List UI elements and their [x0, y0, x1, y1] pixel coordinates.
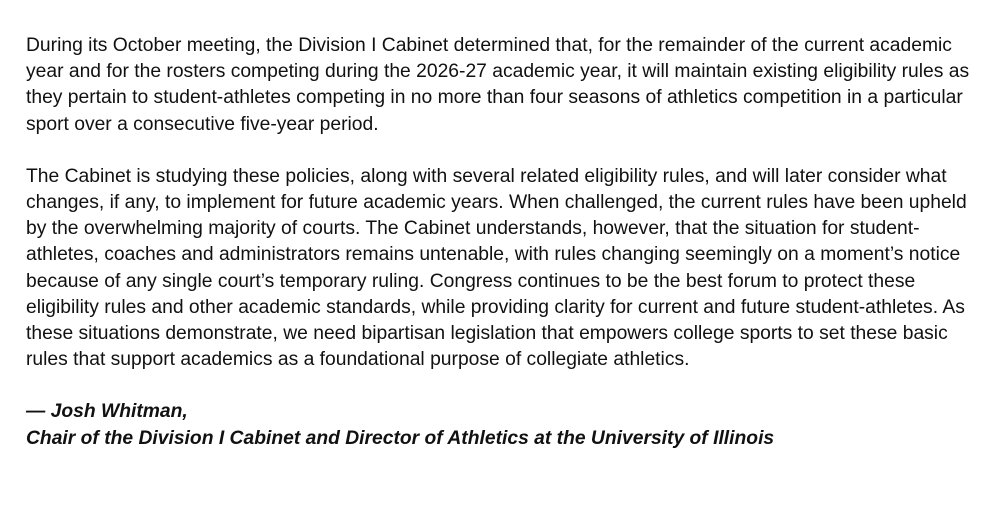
paragraph-eligibility-decision: During its October meeting, the Division I Cabinet determined that, for the remainder of the current academic year and for the rosters competing during the 2026-27 academic year, it will maintain existing eligibility rules as they pertain to student-athletes competing in no more than four seasons of athletics competition in a particular sport over a consecutive five-year period.	[26, 35, 970, 135]
quote-attribution	[26, 399, 976, 451]
attribution-title: Chair of the Division I Cabinet and Director of Athletics at the University of Illinois	[26, 427, 775, 449]
paragraph-cabinet-study: The Cabinet is studying these policies, along with several related eligibility rules, and will later consider what changes, if any, to implement for future academic years. When challenged, the current rules have been upheld by the overwhelming majority of courts. The Cabinet understands, however, that the situation for student-athletes, coaches and administrators remains untenable, with rules changing seemingly on a moment’s notice because of any single court’s temporary ruling. Congress continues to be the best forum to protect these eligibility rules and other academic standards, while providing clarity for current and future student-athletes. As these situations demonstrate, we need bipartisan legislation that empowers college sports to set these basic rules that support academics as a foundational purpose of collegiate athletics.	[26, 165, 967, 371]
statement-document	[26, 33, 976, 452]
attribution-name: — Josh Whitman,	[26, 401, 188, 423]
